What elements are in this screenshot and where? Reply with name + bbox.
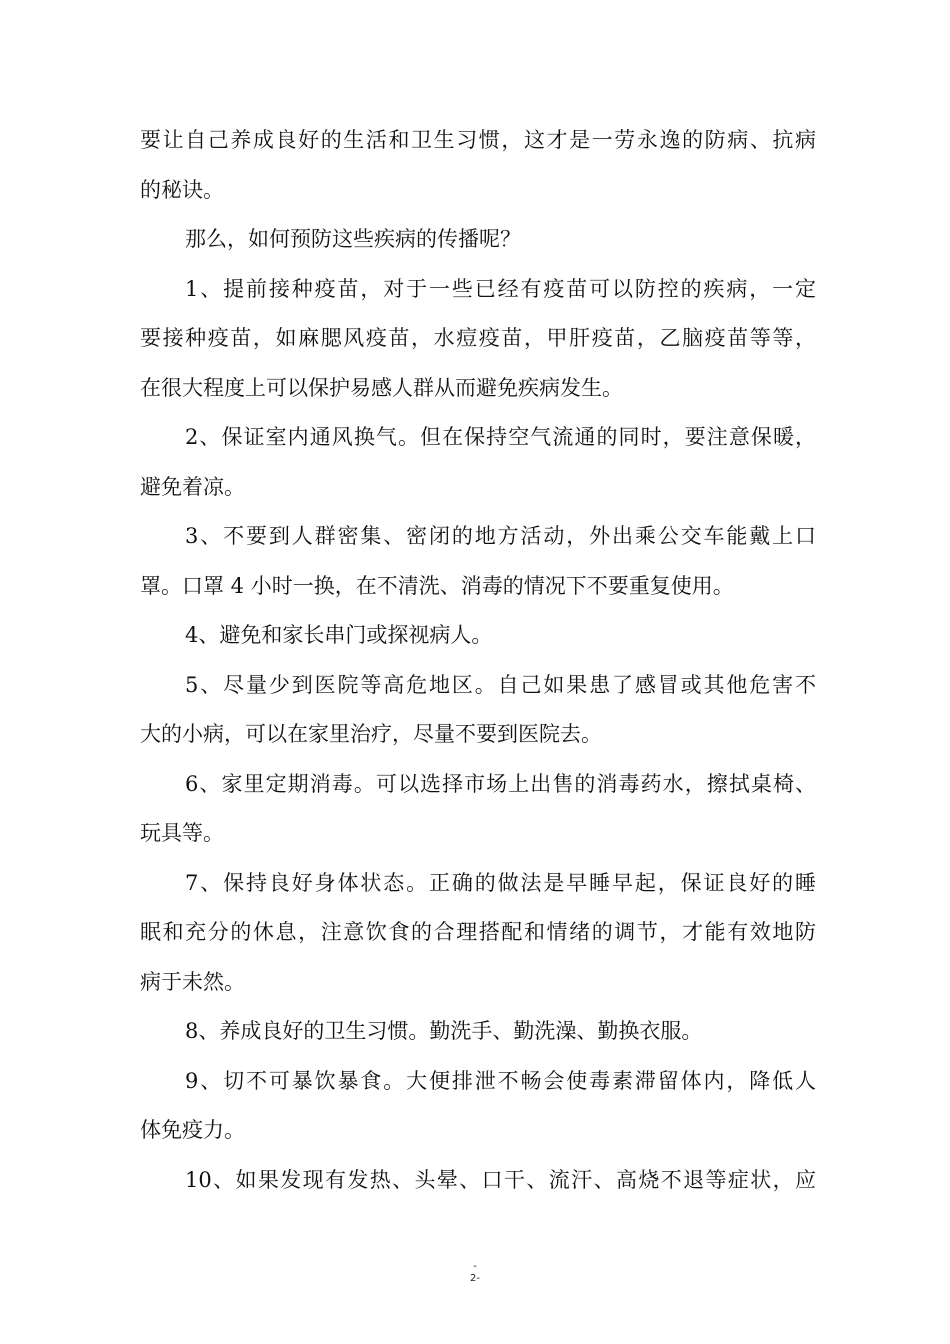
text-line: 罩。口罩 4 小时一换，在不清洗、消毒的情况下不要重复使用。 (140, 573, 734, 598)
text-line: 在很大程度上可以保护易感人群从而避免疾病发生。 (140, 375, 623, 400)
text-line: 5、尽量少到医院等高危地区。自己如果患了感冒或其他危害不 (185, 672, 816, 697)
document-body (140, 116, 816, 1205)
page-footer (0, 1261, 950, 1285)
text-line: 的秘诀。 (140, 177, 224, 202)
text-line: 10、如果发现有发热、头晕、口干、流汗、高烧不退等症状，应 (185, 1167, 816, 1192)
text-line: 6、家里定期消毒。可以选择市场上出售的消毒药水，擦拭桌椅、 (185, 771, 816, 796)
page-number: 2- (470, 1273, 480, 1284)
text-line: 4、避免和家长串门或探视病人。 (185, 623, 493, 647)
text-line: 3、不要到人群密集、密闭的地方活动，外出乘公交车能戴上口 (185, 524, 816, 548)
text-line: 2、保证室内通风换气。但在保持空气流通的同时，要注意保暖， (185, 425, 816, 449)
footer-dash: - (473, 1261, 477, 1272)
text-line: 要让自己养成良好的生活和卫生习惯，这才是一劳永逸的防病、抗病 (140, 128, 816, 152)
text-line: 要接种疫苗，如麻腮风疫苗，水痘疫苗，甲肝疫苗，乙脑疫苗等等， (140, 326, 816, 350)
text-line: 7、保持良好身体状态。正确的做法是早睡早起，保证良好的睡 (185, 870, 816, 895)
text-line: 那么，如何预防这些疾病的传播呢？ (185, 227, 521, 251)
text-line: 1、提前接种疫苗，对于一些已经有疫苗可以防控的疾病，一定 (185, 276, 816, 301)
text-line: 大的小病，可以在家里治疗，尽量不要到医院去。 (140, 722, 602, 746)
text-line: 病于未然。 (140, 969, 245, 994)
text-line: 避免着凉。 (140, 474, 245, 499)
text-line: 8、养成良好的卫生习惯。勤洗手、勤洗澡、勤换衣服。 (185, 1019, 703, 1043)
text-line: 9、切不可暴饮暴食。大便排泄不畅会使毒素滞留体内，降低人 (185, 1068, 816, 1093)
text-line: 玩具等。 (140, 821, 224, 845)
text-line: 体免疫力。 (140, 1118, 245, 1142)
text-line: 眠和充分的休息，注意饮食的合理搭配和情绪的调节，才能有效地防 (140, 920, 816, 944)
